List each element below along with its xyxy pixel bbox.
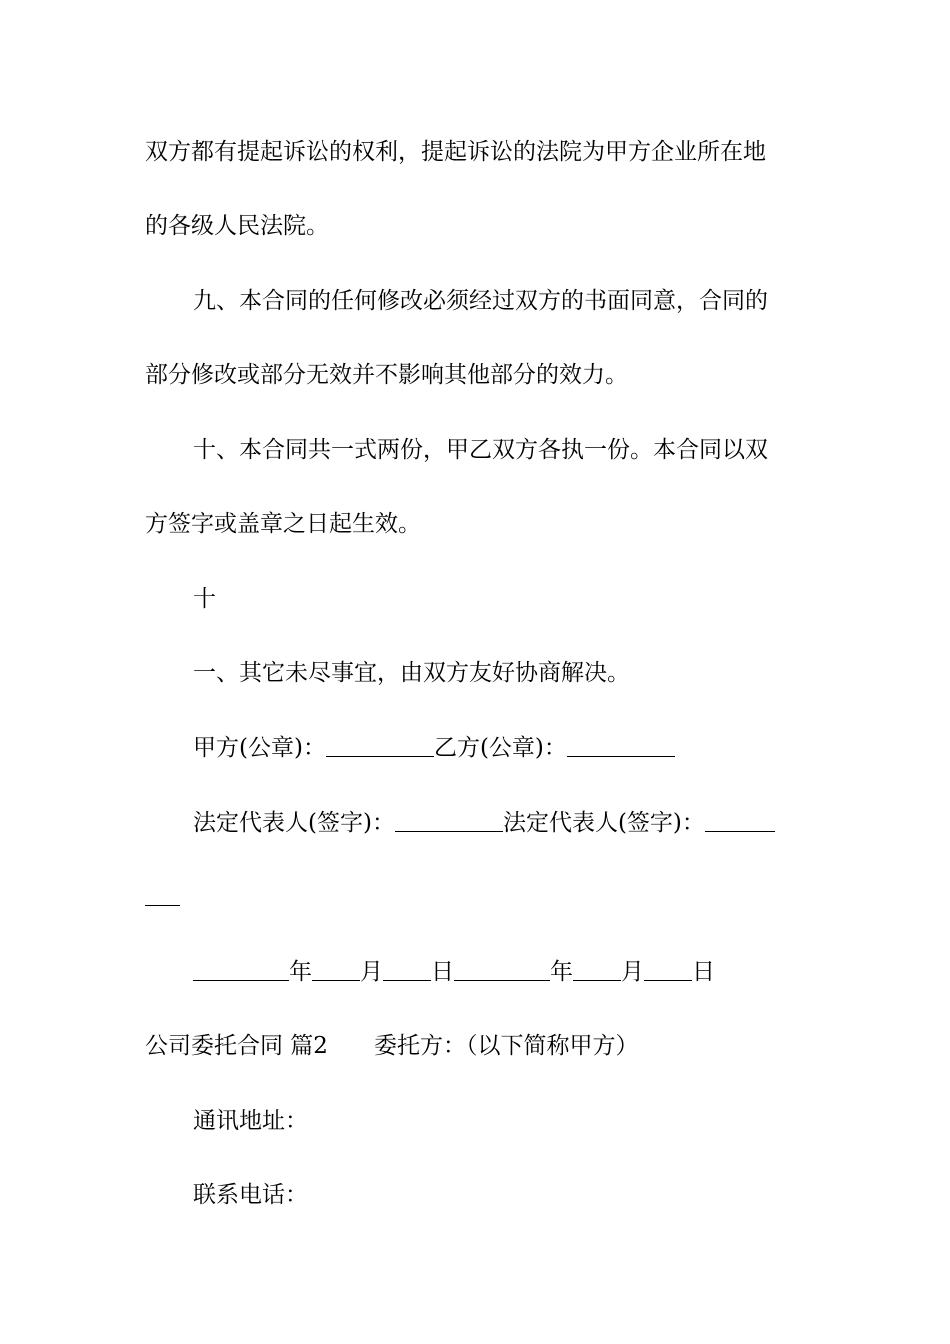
month-blank-b	[573, 958, 621, 981]
month-blank-a	[312, 958, 360, 981]
rep-a-sign-blank	[395, 809, 503, 832]
clause-nine-line-2: 部分修改或部分无效并不影响其他部分的效力。	[145, 362, 628, 388]
day-label-a: 日	[431, 959, 454, 985]
paragraph-line-1: 双方都有提起诉讼的权利，提起诉讼的法院为甲方企业所在地	[145, 139, 766, 165]
clause-eleven-number: 十	[193, 586, 216, 612]
party-a-seal-blank	[326, 734, 434, 757]
paragraph-line-2: 的各级人民法院。	[145, 213, 329, 239]
address-label: 通讯地址：	[193, 1108, 308, 1134]
year-label-a: 年	[289, 959, 312, 985]
date-row	[193, 957, 810, 987]
client-label: 委托方：（以下简称甲方）	[373, 1033, 639, 1059]
month-label-b: 月	[621, 959, 644, 985]
year-label-b: 年	[550, 959, 573, 985]
section-two-heading-row	[145, 1031, 810, 1061]
section-two-heading: 公司委托合同 篇2	[145, 1033, 328, 1059]
month-label-a: 月	[360, 959, 383, 985]
day-blank-b	[644, 958, 692, 981]
rep-b-sign-label: 法定代表人(签字)：	[502, 810, 705, 836]
representative-row	[193, 808, 810, 838]
clause-ten-line-1: 十、本合同共一式两份，甲乙双方各执一份。本合同以双	[193, 437, 768, 463]
day-label-b: 日	[692, 959, 715, 985]
party-b-seal-blank	[567, 734, 675, 757]
phone-label: 联系电话：	[193, 1182, 308, 1208]
clause-ten-line-2: 方签字或盖章之日起生效。	[145, 511, 421, 537]
clause-nine-line-1: 九、本合同的任何修改必须经过双方的书面同意，合同的	[193, 288, 768, 314]
seal-row	[193, 733, 810, 763]
representative-row-continued	[145, 882, 810, 912]
day-blank-a	[383, 958, 431, 981]
clause-eleven-text: 一、其它未尽事宜，由双方友好协商解决。	[193, 660, 630, 686]
year-blank-a	[193, 958, 289, 981]
rep-b-sign-blank-continued	[145, 883, 180, 906]
year-blank-b	[454, 958, 550, 981]
party-b-seal-label: 乙方(公章)：	[433, 735, 567, 761]
rep-b-sign-blank	[705, 809, 775, 832]
rep-a-sign-label: 法定代表人(签字)：	[193, 810, 395, 836]
party-a-seal-label: 甲方(公章)：	[193, 735, 326, 761]
